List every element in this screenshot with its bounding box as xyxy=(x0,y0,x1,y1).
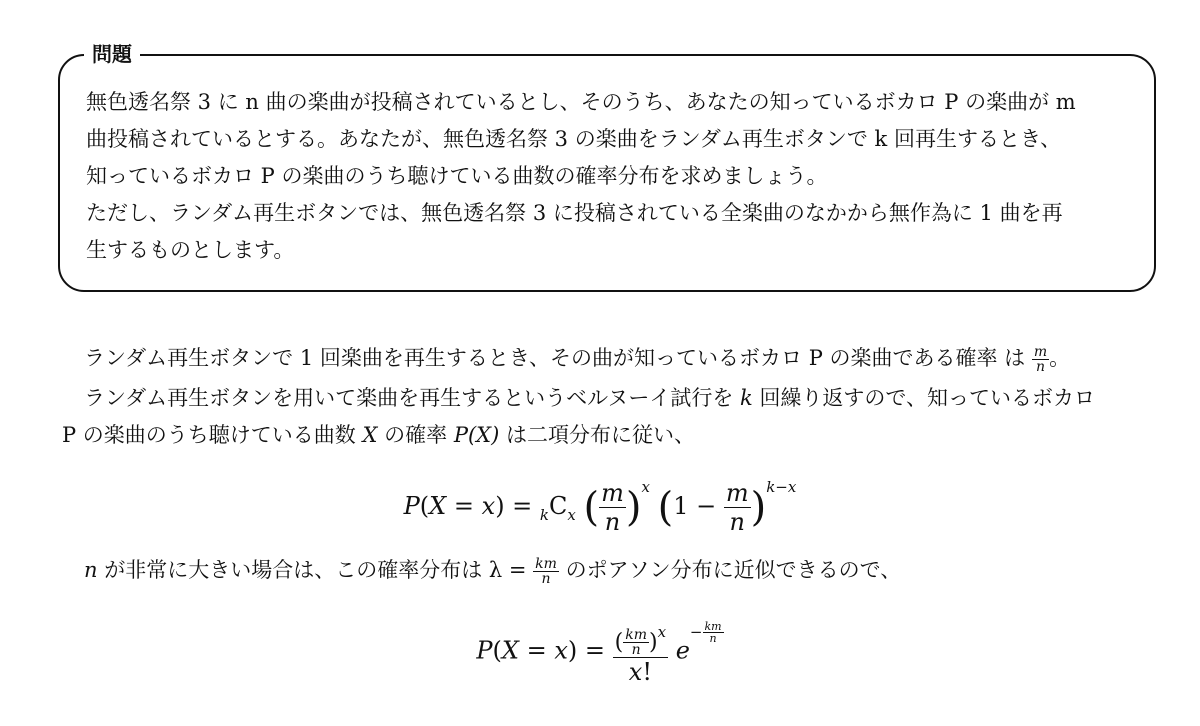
problem-line-5: 生するものとします。 xyxy=(86,238,295,262)
lambda-fraction: $\frac{km}{n}$ xyxy=(535,556,557,587)
solution-paragraph-2: ランダム再生ボタンを用いて楽曲を再生するというベルヌーイ試行を k 回繰り返すので、知っているボカロ P の楽曲のうち聴けている曲数 X の確率 P(X) は二項分布に従い、 xyxy=(62,386,1096,447)
probability-fraction: $\frac{m}{n}$ xyxy=(1033,344,1048,375)
poisson-formula: P(X = x) = ( $\frac{km}{n}$ )$^x$ x! $e^{- \frac{km}{n}}$ xyxy=(476,620,722,686)
problem-line-2: 曲投稿されているとする。あなたが、無色透名祭 3 の楽曲をランダム再生ボタンで k 回再生するとき、 xyxy=(86,127,1062,151)
problem-line-3: 知っているボカロ P の楽曲のうち聴けている曲数の確率分布を求めましょう。 xyxy=(86,164,828,188)
binomial-formula: $P(X = x) = _kC_x$ ( $\frac{m}{n}$ )$^x$ (1 − $\frac{m}{n}$ )$^{k-x}$ xyxy=(403,478,797,536)
problem-title: 問題 xyxy=(84,39,140,69)
solution-paragraph-1: ランダム再生ボタンで 1 回楽曲を再生するとき、その曲が知っているボカロ P の楽曲である確率 は $\frac{m}{n}$ 。 xyxy=(84,344,1071,375)
solution-paragraph-3: n が非常に大きい場合は、この確率分布は λ = $\frac{km}{n}$ のポアソン分布に近似できるので、 xyxy=(84,556,902,587)
problem-line-4: ただし、ランダム再生ボタンでは、無色透名祭 3 に投稿されている全楽曲のなかから無作為に 1 曲を再 xyxy=(86,201,1063,225)
problem-statement xyxy=(86,84,1146,269)
problem-line-1: 無色透名祭 3 に n 曲の楽曲が投稿されているとし、そのうち、あなたの知っているボカロ P の楽曲が m xyxy=(86,90,1076,114)
